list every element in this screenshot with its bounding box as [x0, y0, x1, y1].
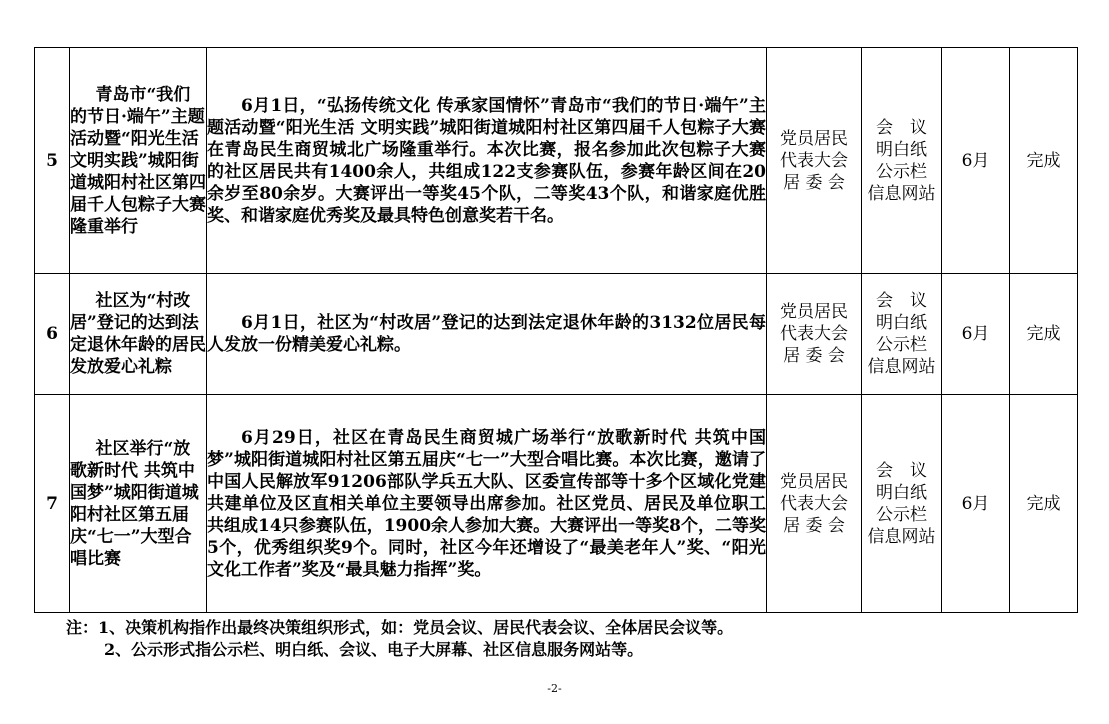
decision-body — [767, 395, 862, 613]
publicity-form-line: 明白纸 — [876, 482, 927, 503]
month-cell: 6月 — [942, 274, 1010, 395]
decision-body-line: 代表大会 — [780, 324, 848, 344]
event-description: 6月29日，社区在青岛民生商贸城广场举行“放歌新时代 共筑中国梦”城阳街道城阳村社区第五届庆“七一”大型合唱比赛。本次比赛，邀请了中国人民解放军91206部队学兵五大队、区委宣传部等十多个区域化党建共建单位及区直相关单位主要领导出席参加。社区党员、居民及单位职工共组成14只参赛队伍，1900余人参加大赛。大赛评出一等奖8个，二等奖5个，优秀组织奖9个。同时，社区今年还增设了“最美老年人”奖、“阳光文化工作者”奖及“最具魅力指挥”奖。 — [207, 395, 767, 613]
event-title: 社区举行“放歌新时代 共筑中国梦”城阳街道城阳村社区第五届庆“七一”大型合唱比赛 — [70, 395, 207, 613]
decision-body — [767, 48, 862, 274]
footnote-2: 2、公示形式指公示栏、明白纸、会议、电子大屏幕、社区信息服务网站等。 — [104, 640, 644, 659]
status-cell: 完成 — [1010, 395, 1078, 613]
status-cell: 完成 — [1010, 48, 1078, 274]
footnotes — [66, 617, 733, 661]
page-number: -2- — [547, 682, 562, 695]
footnote-1: 注：1、决策机构指作出最终决策组织形式，如：党员会议、居民代表会议、全体居民会议等。 — [66, 618, 734, 637]
publicity-form-line: 会 议 — [876, 117, 927, 138]
month-cell: 6月 — [942, 48, 1010, 274]
month-cell: 6月 — [942, 395, 1010, 613]
publicity-form-line: 明白纸 — [876, 139, 927, 160]
publicity-form — [862, 274, 942, 395]
event-table — [34, 47, 1078, 613]
publicity-form-line: 信息网站 — [867, 183, 936, 204]
publicity-form-line: 会 议 — [876, 291, 927, 311]
publicity-form-line: 公示栏 — [876, 161, 927, 182]
publicity-form-line: 明白纸 — [876, 313, 927, 333]
row-number: 6 — [35, 274, 70, 395]
row-number: 5 — [35, 48, 70, 274]
publicity-form-line: 信息网站 — [867, 357, 936, 377]
decision-body-line: 代表大会 — [780, 493, 848, 514]
decision-body — [767, 274, 862, 395]
decision-body-line: 党员居民 — [780, 128, 848, 149]
decision-body-line: 党员居民 — [780, 302, 848, 322]
status-cell: 完成 — [1010, 274, 1078, 395]
publicity-form-line: 公示栏 — [876, 504, 927, 525]
publicity-form-line: 信息网站 — [867, 526, 936, 547]
decision-body-line: 居 委 会 — [783, 515, 845, 536]
table-row — [35, 48, 1078, 274]
decision-body-line: 党员居民 — [780, 471, 848, 492]
event-title: 社区为“村改居”登记的达到法定退休年龄的居民发放爱心礼粽 — [70, 274, 207, 395]
table-row — [35, 274, 1078, 395]
decision-body-line: 居 委 会 — [783, 346, 845, 366]
publicity-form — [862, 395, 942, 613]
event-title: 青岛市“我们的节日·端午”主题活动暨“阳光生活文明实践”城阳街道城阳村社区第四届千人包粽子大赛隆重举行 — [70, 48, 207, 274]
decision-body-line: 居 委 会 — [783, 172, 845, 193]
decision-body-line: 代表大会 — [780, 150, 848, 171]
table-row — [35, 395, 1078, 613]
publicity-form-line: 会 议 — [876, 460, 927, 481]
event-description: 6月1日，“弘扬传统文化 传承家国情怀”青岛市“我们的节日·端午”主题活动暨“阳光生活 文明实践”城阳街道城阳村社区第四届千人包粽子大赛在青岛民生商贸城北广场隆重举行。本次比赛，报名参加此次包粽子大赛的社区居民共有1400余人，共组成122支参赛队伍，参赛年龄区间在20余岁至80余岁。大赛评出一等奖45个队，二等奖43个队，和谐家庭优胜奖、和谐家庭优秀奖及最具特色创意奖若干名。 — [207, 48, 767, 274]
row-number: 7 — [35, 395, 70, 613]
event-description: 6月1日，社区为“村改居”登记的达到法定退休年龄的3132位居民每人发放一份精美爱心礼粽。 — [207, 274, 767, 395]
publicity-form — [862, 48, 942, 274]
publicity-form-line: 公示栏 — [876, 335, 927, 355]
